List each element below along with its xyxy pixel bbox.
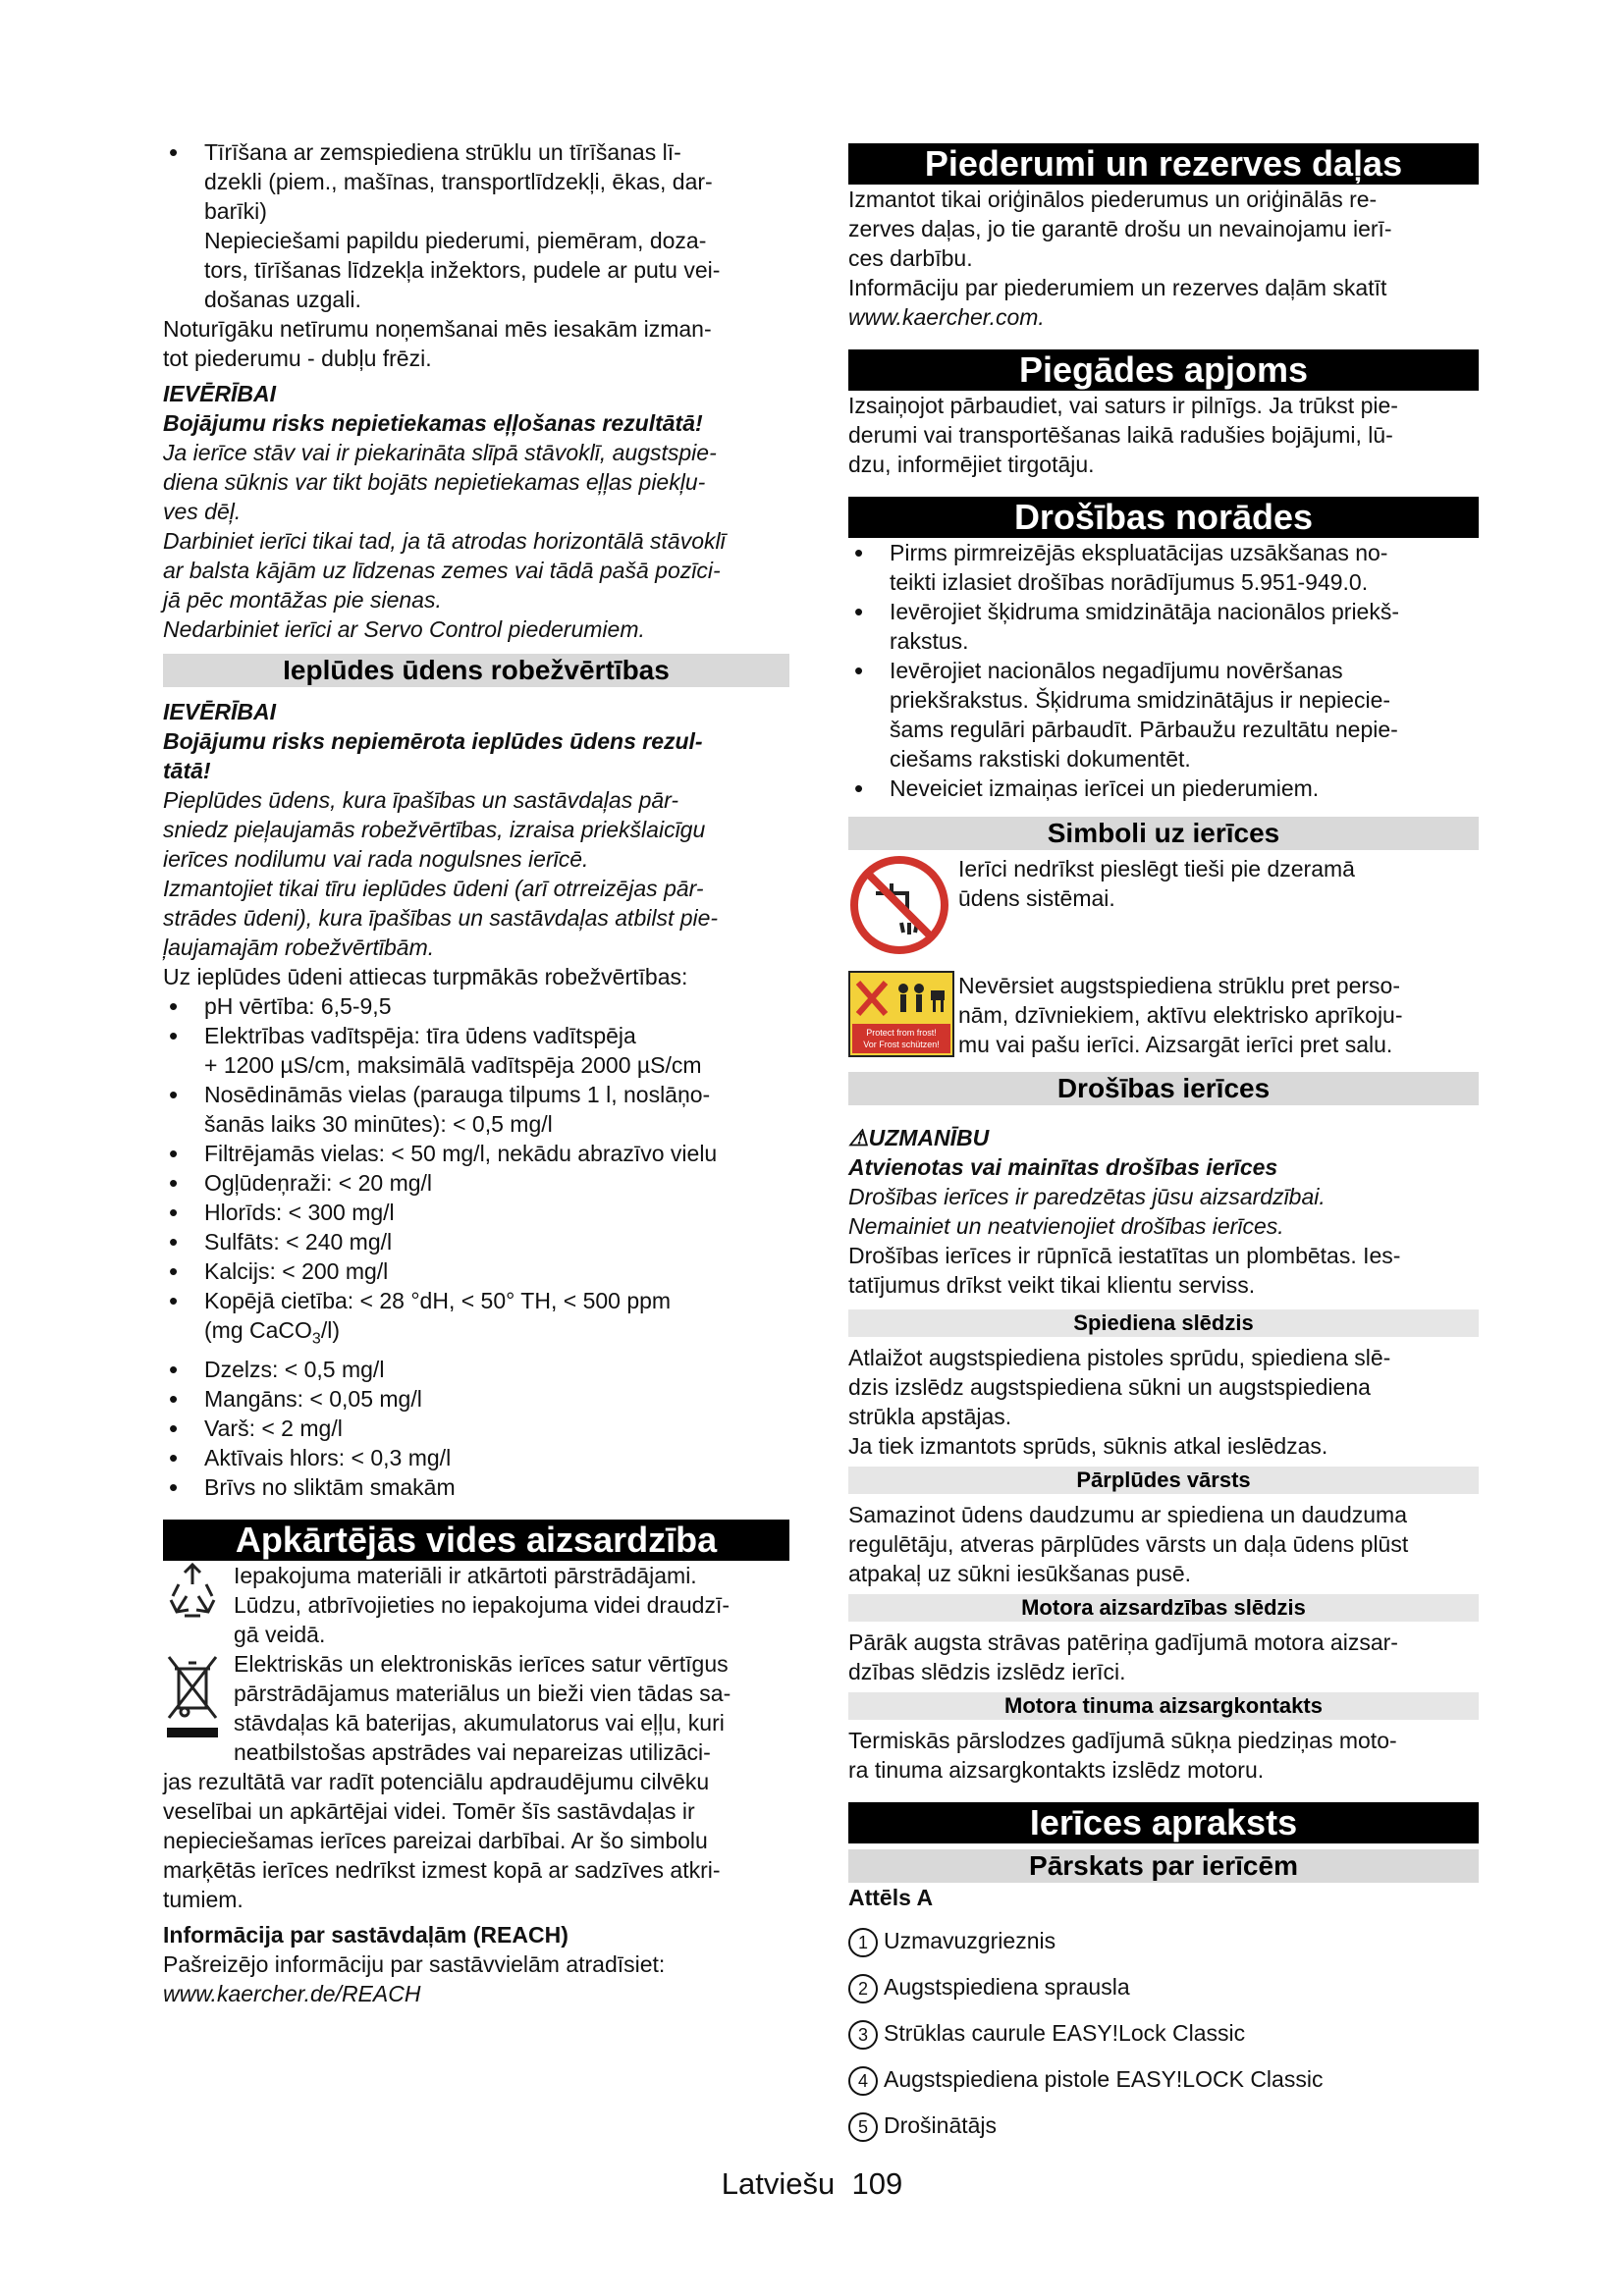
right-column: Piederumi un rezerves daļas Izmantot tikai oriģinālos piederumus un oriģinālās re- zerves daļas, jo tie garantē drošu un nevainojamu ierī- ces darbību. Informāciju par piederumiem un rezerves daļām skatīt www.kaercher.com. Piegādes apjoms Izsaiņojot pārbaudiet, vai saturs ir pilnīgs. Ja trūkst pie- derumi vai transportēšanas laikā radušies bojājumi, lū- dzu, informējiet tirgotāju. Drošības norādes • Pirms pirmreizējās ekspluatācijas uzsākšanas no- teikti izlasiet drošības norādījumus 5.951-949.0. • Ievērojiet šķidruma smidzinātāja nacionālos priekš- rakstus. • Ievērojiet nacionālos negadījumu novēršanas priekšrakstus. Šķidruma smidzinātājus ir nepiecie- šams regulāri pārbaudīt. Pārbaužu rezultātu nepie- ciešams rakstiski dokumentēt. • Neveiciet izmaiņas ierīcei un piederumiem. Simboli uz ierīces Ierīci nedrīkst pieslēgt tieši pie dzeramā ūdens sistēmai. Protect from frost! Vor Frost schützen! Nevērsiet augstspiediena strūklu pret perso- nām, dzīvniekiem, aktīvu elektrisko aprīkoju- mu vai pašu ierīci. Aizsargāt ierīci pret salu. Drošības ierīces ⚠UZMANĪBU Atvienotas vai mainītas drošības ierīces Drošības ierīces ir paredzētas jūsu aizsardzībai. Nemainiet un neatvienojiet drošības ierīces. Drošības ierīces ir rūpnīcā iestatītas un plombētas. Ies- tatījumus drīkst veikt tikai klientu serviss. Spiediena slēdzis Atlaižot augstspiediena pistoles sprūdu, spiediena slē- dzis izslēdz augstspiediena sūkni un augstspiediena strūkla apstājas. Ja tiek izmantots sprūds, sūknis atkal ieslēdzas. Pārplūdes vārsts Samazinot ūdens daudzumu ar spiediena un daudzuma regulētāju, atveras pārplūdes vārsts un daļa ūdens plūst atpakaļ uz sūkni iesūkšanas pusē. Motora aizsardzības slēdzis Pārāk augsta strāvas patēriņa gadījumā motora aizsar- dzības slēdzis izslēdz ierīci. Motora tinuma aizsargkontakts Termiskās pārslodzes gadījumā sūkņa piedziņas moto- ra tinuma aizsargkontakts izslēdz motoru. Ierīces apraksts Pārskats par ierīcēm Attēls A 1 Uzmavuzgrieznis 2 Augstspiediena sprausla 3 Strūklas caurule EASY!Lock Classic 4 Augstspiediena pistole EASY!LOCK Classic 5 Drošinātājs [848,143,1479,2157]
number-badge: 1 [848,1928,878,1957]
accessories-heading: Piederumi un rezerves daļas [848,143,1479,185]
recycle-icon [163,1561,234,1649]
symbol-jet-warning: Protect from frost! Vor Frost schützen! Nevērsiet augstspiediena strūklu pret perso- nām, dzīvniekiem, aktīvu elektrisko aprīkoju- mu vai pašu ierīci. Aizsargāt ierīci pret salu. [848,971,1479,1062]
description-heading: Ierīces apraksts [848,1802,1479,1843]
number-badge: 5 [848,2112,878,2142]
page-number: 109 [851,2166,903,2201]
list-item: 5 Drošinātājs [848,2110,1479,2142]
no-drinking-water-icon [848,854,958,961]
reach-title: Informācija par sastāvdaļām (REACH) [163,1921,568,1948]
list-item: 1 Uzmavuzgrieznis [848,1926,1479,1957]
list-item: 4 Augstspiediena pistole EASY!LOCK Classic [848,2064,1479,2096]
list-item: • Tīrīšana ar zemspiediena strūklu un tīrīšanas lī- dzekli (piem., mašīnas, transportlīdzekļi, ēkas, dar- barīki) Nepieciešami papildu piederumi, piemēram, doza- tors, tīrīšanas līdzekļa inžektors, pudele ar putu vei- došanas uzgali. [163,137,789,314]
overview-heading: Pārskats par ierīcēm [848,1849,1479,1883]
list-item: • Varš: < 2 mg/l [163,1414,789,1443]
svg-text:Protect from frost!: Protect from frost! [866,1028,937,1038]
list-item: • Nosēdināmās vielas (parauga tilpums 1 l, noslāņo- šanās laiks 30 minūtes): < 0,5 mg/l [163,1080,789,1139]
pressure-switch-heading: Spiediena slēdzis [848,1309,1479,1337]
limits-intro: Uz ieplūdes ūdeni attiecas turpmākās robežvērtības: [163,964,688,989]
warning-triangle-icon: ⚠ [848,1125,869,1150]
weee-block: Elektriskās un elektroniskās ierīces satur vērtīgus pārstrādājamus materiālus un bieži vien tādas sa- stāvdaļas kā baterijas, akumulatorus vai eļļu, kuri neatbilstošas apstrādes vai nepareizas utilizāci- [163,1649,789,1767]
notice-label: IEVĒRĪBAI [163,699,277,724]
left-column: • Tīrīšana ar zemspiediena strūklu un tīrīšanas lī- dzekli (piem., mašīnas, transportlīdzekļi, ēkas, dar- barīki) Nepieciešami papildu piederumi, piemēram, doza- tors, tīrīšanas līdzekļa inžektors, pudele ar putu vei- došanas uzgali. Noturīgāku netīrumu noņemšanai mēs iesakām izman- tot piederumu - dubļu frēzi. IEVĒRĪBAI Bojājumu risks nepietiekamas eļļošanas rezultātā! Ja ierīce stāv vai ir piekarināta slīpā stāvoklī, augstspie- diena sūknis var tikt bojāts nepietiekamas eļļas piekļu- ves dēļ. Darbiniet ierīci tikai tad, ja tā atrodas horizontālā stāvoklī ar balsta kājām uz līdzenas zemes vai tādā pašā pozīci- jā pēc montāžas pie sienas. Nedarbiniet ierīci ar Servo Control piederumiem. Ieplūdes ūdens robežvērtības IEVĒRĪBAI Bojājumu risks nepiemērota ieplūdes ūdens rezul- tātā! Pieplūdes ūdens, kura īpašības un sastāvdaļas pār- sniedz pieļaujamās robežvērtības, izraisa priekšlaicīgu ierīces nodilumu vai rada nogulsnes ierīcē. Izmantojiet tikai tīru ieplūdes ūdeni (arī otrreizējas pār- strādes ūdeni), kura īpašības un sastāvdaļas atbilst pie- ļaujamajām robežvērtībām. Uz ieplūdes ūdeni attiecas turpmākās robežvērtības: • pH vērtība: 6,5-9,5 • Elektrības vadītspēja: tīra ūdens vadītspēja + 1200 µS/cm, maksimālā vadītspēja 2000 µS/cm • Nosēdināmās vielas (parauga tilpums 1 l, noslāņo- šanās laiks 30 minūtes): < 0,5 mg/l • Filtrējamās vielas: < 50 mg/l, nekādu abrazīvo vielu • Ogļūdeņraži: < 20 mg/l • Hlorīds: < 300 mg/l • Sulfāts: < 240 mg/l • Kalcijs: < 200 mg/l • Kopējā cietība: < 28 °dH, < 50° TH, < 500 ppm (mg CaCO$_3$/l) • Dzelzs: < 0,5 mg/l • Mangāns: < 0,05 mg/l • Varš: < 2 mg/l • Aktīvais hlors: < 0,3 mg/l • Brīvs no sliktām smakām Apkārtējās vides aizsardzība Iepakojuma materiāli ir atkārtoti pārstrādājami. Lūdzu, atbrīvojieties no iepakojuma videi draudzī- gā veidā. Elektriskās un elektroniskās ierīces satur vērtīgus pārstrādājamus materiālus un bieži vien tādas sa- stāvdaļas kā baterijas, akumulatorus vai eļļu, kuri neatbilstošas apstrādes vai nepareizas utilizāci- jas rezultātā var radīt potenciālu apdraudējumu cilvēku veselībai un apkārtējai videi. Tomēr šīs sastāvdaļas ir nepieciešamas ierīces pareizai darbībai. Ar šo simbolu marķētās ierīces nedrīkst izmest kopā ar sadzīves atkri- tumiem. Informācija par sastāvdaļām (REACH) Pašreizējo informāciju par sastāvvielām atradīsiet: www.kaercher.de/REACH [163,137,789,2008]
overflow-valve-heading: Pārplūdes vārsts [848,1467,1479,1494]
scope-heading: Piegādes apjoms [848,349,1479,391]
list-item: • Brīvs no sliktām smakām [163,1472,789,1502]
jet-warning-icon [848,971,958,1062]
notice-water: IEVĒRĪBAI Bojājumu risks nepiemērota ieplūdes ūdens rezul- tātā! Pieplūdes ūdens, kura īpašības un sastāvdaļas pār- sniedz pieļaujamās robežvērtības, izraisa priekšlaicīgu ierīces nodilumu vai rada nogulsnes ierīcē. Izmantojiet tikai tīru ieplūdes ūdeni (arī otrreizējas pār- strādes ūdeni), kura īpašības un sastāvdaļas atbilst pie- ļaujamajām robežvērtībām. [163,697,789,962]
intro-paragraph: Noturīgāku netīrumu noņemšanai mēs iesakām izman- tot piederumu - dubļu frēzi. [163,316,712,371]
reach-text: Pašreizējo informāciju par sastāvvielām atradīsiet: [163,1950,666,1977]
svg-text:Vor Frost schützen!: Vor Frost schützen! [863,1040,940,1049]
list-item: • pH vērtība: 6,5-9,5 [163,991,789,1021]
notice-oil: IEVĒRĪBAI Bojājumu risks nepietiekamas eļļošanas rezultātā! Ja ierīce stāv vai ir piekarināta slīpā stāvoklī, augstspie- diena sūknis var tikt bojāts nepietiekamas eļļas piekļu- ves dēļ. Darbiniet ierīci tikai tad, ja tā atrodas horizontālā stāvoklī ar balsta kājām uz līdzenas zemes vai tādā pašā pozīci- jā pēc montāžas pie sienas. Nedarbiniet ierīci ar Servo Control piederumiem. [163,379,789,644]
footer-language: Latviešu [721,2166,836,2201]
list-item: • Pirms pirmreizējās ekspluatācijas uzsākšanas no- teikti izlasiet drošības norādījumus 5.951-949.0. [848,538,1479,597]
list-item: • Dzelzs: < 0,5 mg/l [163,1355,789,1384]
weee-bin-icon [163,1649,234,1767]
safety-devices-heading: Drošības ierīces [848,1072,1479,1105]
reach-link[interactable]: www.kaercher.de/REACH [163,1980,421,2006]
list-item: 2 Augstspiediena sprausla [848,1972,1479,2003]
environment-heading: Apkārtējās vides aizsardzība [163,1520,789,1561]
list-item: • Hlorīds: < 300 mg/l [163,1198,789,1227]
list-item: • Kopējā cietība: < 28 °dH, < 50° TH, < 500 ppm (mg CaCO$_3$/l) [163,1286,789,1355]
kaercher-link[interactable]: www.kaercher.com. [848,304,1045,330]
winding-contact-heading: Motora tinuma aizsargkontakts [848,1692,1479,1720]
safety-heading: Drošības norādes [848,497,1479,538]
list-item: • Filtrējamās vielas: < 50 mg/l, nekādu abrazīvo vielu [163,1139,789,1168]
list-item: • Elektrības vadītspēja: tīra ūdens vadītspēja + 1200 µS/cm, maksimālā vadītspēja 2000 µS/cm [163,1021,789,1080]
number-badge: 2 [848,1974,878,2003]
inlet-water-heading: Ieplūdes ūdens robežvērtības [163,654,789,687]
safety-list [848,538,1479,803]
symbol-drinking-water: Ierīci nedrīkst pieslēgt tieši pie dzeramā ūdens sistēmai. [848,854,1479,961]
number-badge: 4 [848,2066,878,2096]
intro-list [163,137,789,314]
symbols-heading: Simboli uz ierīces [848,817,1479,850]
motor-switch-heading: Motora aizsardzības slēdzis [848,1594,1479,1622]
recycle-block: Iepakojuma materiāli ir atkārtoti pārstrādājami. Lūdzu, atbrīvojieties no iepakojuma videi draudzī- gā veidā. [163,1561,789,1649]
caution-title: Atvienotas vai mainītas drošības ierīces [848,1154,1278,1180]
list-item: • Kalcijs: < 200 mg/l [163,1256,789,1286]
list-item: • Ogļūdeņraži: < 20 mg/l [163,1168,789,1198]
number-badge: 3 [848,2020,878,2050]
page-footer [0,2166,1624,2202]
list-item: • Mangāns: < 0,05 mg/l [163,1384,789,1414]
notice-title: Bojājumu risks nepietiekamas eļļošanas rezultātā! [163,410,703,436]
figure-label: Attēls A [848,1885,934,1910]
list-item: • Aktīvais hlors: < 0,3 mg/l [163,1443,789,1472]
list-item: • Sulfāts: < 240 mg/l [163,1227,789,1256]
list-item: 3 Strūklas caurule EASY!Lock Classic [848,2018,1479,2050]
limits-list [163,991,789,1502]
list-item: • Ievērojiet šķidruma smidzinātāja nacionālos priekš- rakstus. [848,597,1479,656]
parts-list [848,1926,1479,2142]
list-item: • Neveiciet izmaiņas ierīcei un piederumiem. [848,774,1479,803]
list-item: • Ievērojiet nacionālos negadījumu novēršanas priekšrakstus. Šķidruma smidzinātājus ir nepiecie- šams regulāri pārbaudīt. Pārbaužu rezultātu nepie- ciešams rakstiski dokumentēt. [848,656,1479,774]
notice-label: IEVĒRĪBAI [163,381,277,406]
caution-label: ⚠UZMANĪBU [848,1125,990,1150]
